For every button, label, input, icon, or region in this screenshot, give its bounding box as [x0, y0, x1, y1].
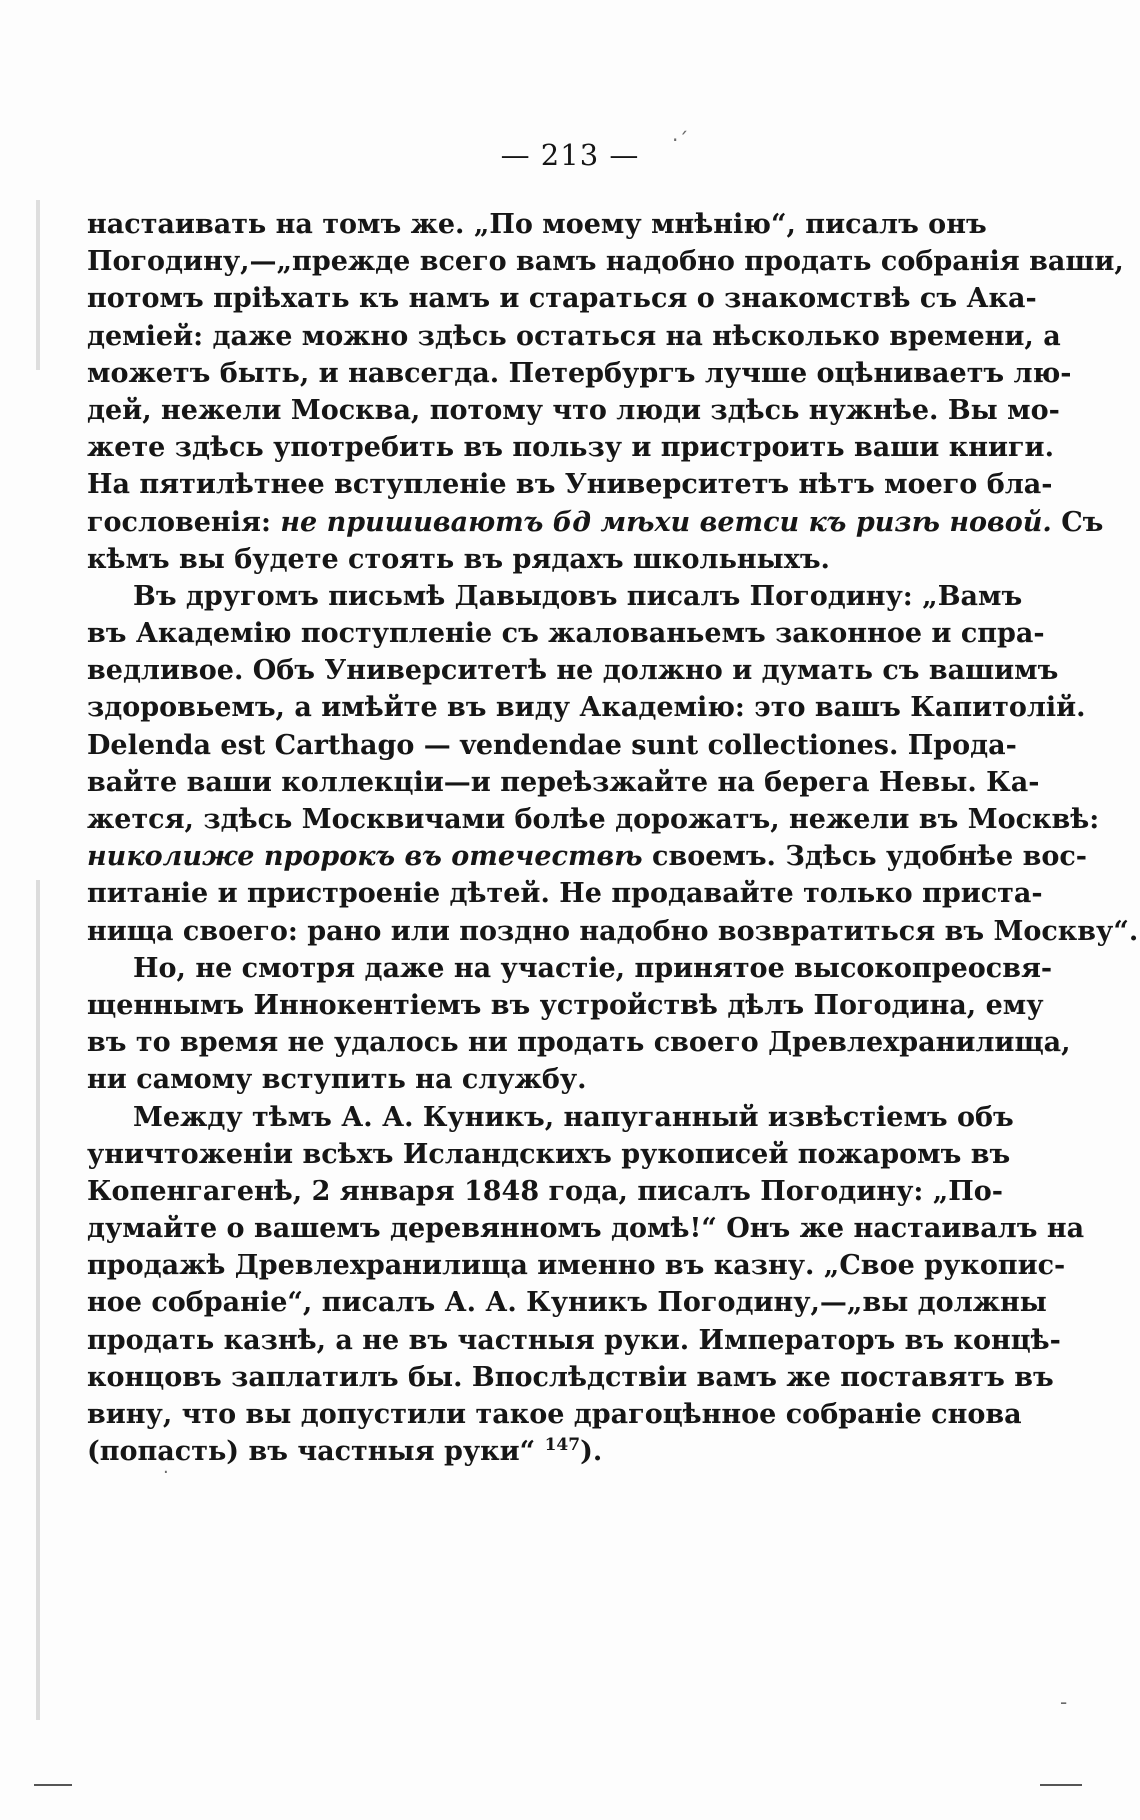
text-line: здоровьемъ, а имѣйте въ виду Академію: это вашъ Капитолій. — [87, 692, 1086, 724]
paragraph-first-line: Между тѣмъ А. А. Куникъ, напуганный извѣстіемъ объ — [133, 1101, 1014, 1133]
text-line: кѣмъ вы будете стоять въ рядахъ школьныхъ. — [87, 543, 830, 575]
text-line: продажѣ Древлехранилища именно въ казну. „Свое рукопис- — [87, 1250, 1066, 1282]
text-line: жете здѣсь употребить въ пользу и пристроить ваши книги. — [87, 432, 1054, 464]
text-line: ведливое. Объ Университетѣ не должно и думать съ вашимъ — [87, 655, 1059, 687]
text-line: Копенгагенѣ, 2 января 1848 года, писалъ Погодину: „По- — [87, 1175, 1003, 1207]
scan-speck: · — [163, 1462, 169, 1483]
text-line: думайте о вашемъ деревянномъ домѣ!“ Онъ же настаивалъ на — [87, 1213, 1085, 1245]
text-line: въ то время не удалось ни продать своего Древлехранилища, — [87, 1027, 1071, 1059]
text-segment: ). — [580, 1436, 603, 1468]
page-number: — 213 — — [500, 138, 640, 172]
text-line: деміей: даже можно здѣсь остаться на нѣсколько времени, а — [87, 320, 1061, 352]
text-line: жется, здѣсь Москвичами болѣе дорожатъ, нежели въ Москвѣ: — [87, 804, 1100, 835]
text-line: Погодину,—„прежде всего вамъ надобно продать собранія ваши, — [87, 246, 1124, 278]
scan-edge-shadow — [36, 200, 40, 370]
scan-bottom-rule — [34, 1784, 72, 1786]
text-segment: (попасть) въ частныя руки“ — [87, 1436, 545, 1468]
paragraph-first-line: Въ другомъ письмѣ Давыдовъ писалъ Погодину: „Вамъ — [133, 580, 1023, 612]
text-line: продать казнѣ, а не въ частныя руки. Императоръ въ концѣ- — [87, 1324, 1061, 1356]
body-text — [87, 206, 1139, 1470]
text-line — [87, 838, 1088, 875]
text-segment: своемъ. Здѣсь удобнѣе вос- — [642, 841, 1088, 873]
text-line: настаивать на томъ же. „По моему мнѣнію“, писалъ онъ — [87, 209, 987, 240]
text-line: потомъ пріѣхать къ намъ и стараться о знакомствѣ съ Ака- — [87, 283, 1037, 315]
footnote-reference: 147 — [544, 1435, 581, 1456]
text-line: щеннымъ Иннокентіемъ въ устройствѣ дѣлъ Погодина, ему — [87, 989, 1044, 1021]
scan-bottom-rule — [1040, 1784, 1082, 1786]
text-line: ни самому вступить на службу. — [87, 1064, 587, 1096]
text-line: дей, нежели Москва, потому что люди здѣсь нужнѣе. Вы мо- — [87, 394, 1060, 426]
text-line: нища своего: рано или поздно надобно возвратиться въ Москву“. — [87, 915, 1139, 947]
scan-edge-shadow — [36, 880, 40, 1720]
text-line: питаніе и пристроеніе дѣтей. Не продавайте только приста- — [87, 878, 1043, 910]
italic-quote: николиже пророкъ въ отечествѣ — [87, 841, 643, 873]
text-line: въ Академію поступленіе съ жалованьемъ законное и спра- — [87, 618, 1045, 650]
scan-speck: ·´ — [672, 128, 689, 152]
text-line: ное собраніе“, писалъ А. А. Куникъ Погодину,—„вы должны — [87, 1287, 1047, 1319]
text-segment: Съ — [1051, 506, 1104, 538]
scan-speck: - — [1060, 1690, 1068, 1714]
italic-quote: не пришиваютъ бд мѣхи ветси къ ризѣ новой. — [280, 506, 1052, 538]
text-line — [87, 1433, 923, 1470]
text-line: концовъ заплатилъ бы. Впослѣдствіи вамъ же поставятъ въ — [87, 1361, 1054, 1393]
text-line: можетъ быть, и навсегда. Петербургъ лучше оцѣниваетъ лю- — [87, 357, 1072, 389]
text-line: На пятилѣтнее вступленіе въ Университетъ нѣтъ моего бла- — [87, 469, 1053, 501]
text-segment: гословенія: — [87, 506, 281, 538]
text-line: Delenda est Carthago — vendendae sunt collectiones. Прода- — [87, 729, 1017, 761]
text-line — [87, 504, 1104, 541]
text-line: уничтоженіи всѣхъ Исландскихъ рукописей пожаромъ въ — [87, 1138, 1011, 1170]
text-line: вину, что вы допустили такое драгоцѣнное собраніе снова — [87, 1399, 1022, 1430]
text-line: вайте ваши коллекціи—и переѣзжайте на берега Невы. Ка- — [87, 766, 1040, 798]
paragraph-first-line: Но, не смотря даже на участіе, принятое высокопреосвя- — [133, 952, 1053, 984]
